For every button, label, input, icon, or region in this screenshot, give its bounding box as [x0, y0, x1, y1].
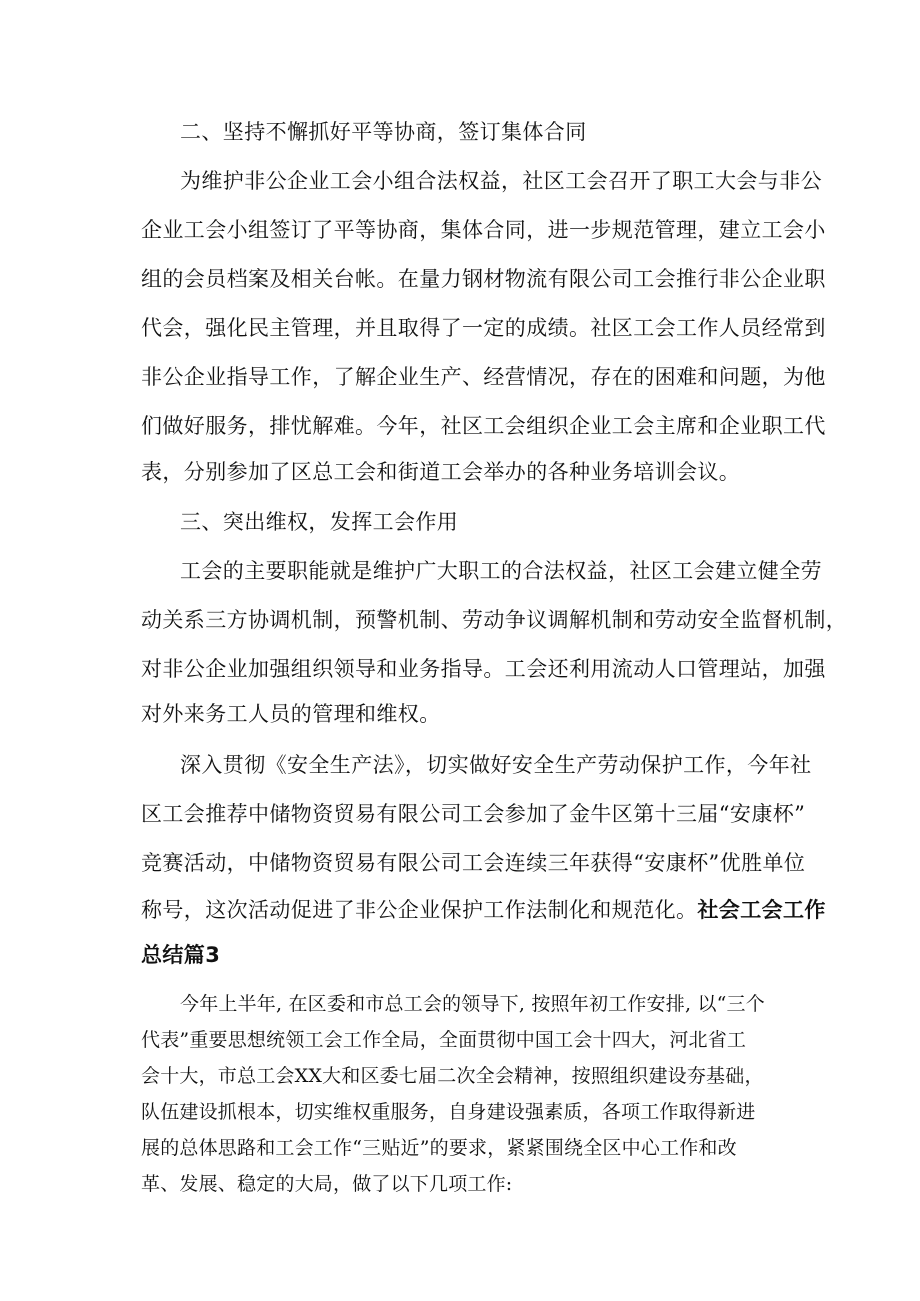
paragraph-line: 革、发展、稳定的大局，做了以下几项工作: [141, 1173, 513, 1195]
paragraph-line: 队伍建设抓根本，切实维权重服务，自身建设强素质，各项工作取得新进 [141, 1101, 756, 1123]
paragraph-line: 区工会推荐中储物资贸易有限公司工会参加了金牛区第十三届“安康杯” [141, 802, 806, 826]
document-title-part1: 社会工会工作 [697, 898, 826, 922]
paragraph-line: 动关系三方协调机制，预警机制、劳动争议调解机制和劳动安全监督机制， [141, 608, 848, 632]
paragraph-line: 对非公企业加强组织领导和业务指导。工会还利用流动人口管理站，加强 [141, 657, 826, 681]
paragraph-line: 对外来务工人员的管理和维权。 [141, 702, 441, 726]
paragraph-line: 深入贯彻《安全生产法》，切实做好安全生产劳动保护工作，今年社 [180, 753, 812, 777]
paragraph-line: 代表”重要思想统领工会工作全局，全面贯彻中国工会十四大，河北省工 [141, 1029, 747, 1051]
section-heading-3: 三、突出维权，发挥工会作用 [180, 510, 459, 534]
paragraph-line: 组的会员档案及相关台帐。在量力钢材物流有限公司工会推行非公企业职 [141, 267, 826, 291]
paragraph-line: 代会，强化民主管理，并且取得了一定的成绩。社区工会工作人员经常到 [141, 316, 826, 340]
paragraph-line: 今年上半年, 在区委和市总工会的领导下, 按照年初工作安排, 以“三个 [180, 993, 765, 1015]
paragraph-line [141, 895, 826, 925]
paragraph-line: 非公企业指导工作，了解企业生产、经营情况，存在的困难和问题，为他 [141, 365, 826, 389]
paragraph-line: 为维护非公企业工会小组合法权益，社区工会召开了职工大会与非公 [180, 169, 822, 193]
document-title-part2: 总结篇3 [141, 943, 221, 967]
paragraph-line: 企业工会小组签订了平等协商，集体合同，进一步规范管理，建立工会小 [141, 218, 826, 242]
paragraph-line: 竞赛活动，中储物资贸易有限公司工会连续三年获得“安康杯”优胜单位 [141, 851, 806, 875]
paragraph-text: 称号，这次活动促进了非公企业保护工作法制化和规范化。 [141, 898, 698, 922]
paragraph-line: 表，分别参加了区总工会和街道工会举办的各种业务培训会议。 [141, 460, 741, 484]
paragraph-line: 们做好服务，排忧解难。今年，社区工会组织企业工会主席和企业职工代 [141, 414, 826, 438]
paragraph-line: 会十大，市总工会XX大和区委七届二次全会精神，按照组织建设夯基础， [141, 1065, 764, 1087]
paragraph-line: 工会的主要职能就是维护广大职工的合法权益，社区工会建立健全劳 [180, 559, 822, 583]
paragraph-line: 展的总体思路和工会工作“三贴近”的要求，紧紧围绕全区中心工作和改 [141, 1137, 737, 1159]
section-heading-2: 二、坚持不懈抓好平等协商，签订集体合同 [180, 120, 587, 144]
